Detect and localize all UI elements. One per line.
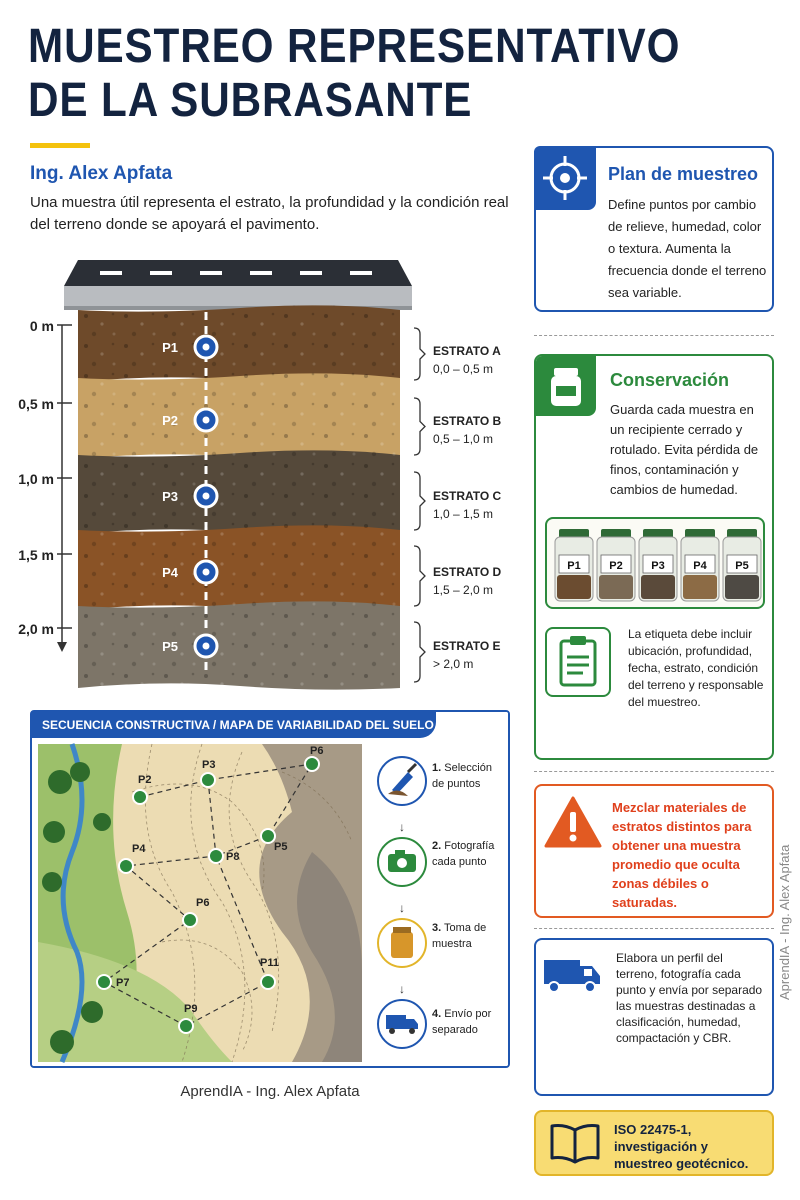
soil-profile-illustration	[0, 250, 530, 700]
sampling-point-label: P5	[162, 639, 178, 654]
sampling-point-label: P4	[162, 565, 178, 580]
svg-text:↓: ↓	[399, 901, 405, 915]
jar-label: P1	[567, 560, 581, 572]
map-point-label: P4	[132, 843, 146, 855]
sampling-point-label: P2	[162, 413, 178, 428]
jar-label: P3	[651, 560, 665, 572]
depth-label-2: 1,0 m	[18, 471, 54, 487]
map-point-label: P7	[116, 977, 130, 989]
stratum-bracket	[414, 328, 425, 380]
conservation-title: Conservación	[610, 370, 730, 390]
depth-label-0: 0 m	[29, 318, 54, 334]
page-title	[28, 20, 681, 128]
title-line-1: MUESTREO REPRESENTATIVO	[28, 20, 681, 73]
stratum-label-c: ESTRATO C 1,0 – 1,5 m	[433, 489, 502, 521]
warning-text: Mezclar materiales de estratos distintos para obtener una muestra promedio que oculta zonas débiles o saturadas.	[612, 800, 752, 910]
plan-body: Define puntos por cambio de relieve, humedad, color o textura. Aumenta la frecuencia donde el terreno sea variable.	[608, 197, 767, 300]
jar-label: P5	[735, 560, 749, 572]
map-point-label: P9	[184, 1003, 198, 1015]
jar-icon	[536, 356, 596, 416]
clipboard-icon	[545, 627, 611, 697]
profile-text: Elabora un perfil del terreno, fotografía cada punto y envía por separado las muestras destinadas a clasificación, humedad, compactación y CBR.	[616, 951, 763, 1045]
sampling-point-label: P1	[162, 340, 178, 355]
step-2-label: 2. Fotografía cada punto	[432, 840, 495, 868]
truck-icon	[542, 956, 604, 996]
stratum-label-d: ESTRATO D 1,5 – 2,0 m	[433, 565, 502, 597]
map-sample-point	[119, 859, 133, 873]
map-sample-point	[201, 773, 215, 787]
map-sample-point	[183, 913, 197, 927]
map-sample-point	[209, 849, 223, 863]
depth-label-4: 2,0 m	[18, 621, 54, 637]
map-point-label: P8	[226, 851, 240, 863]
map-sample-point	[261, 975, 275, 989]
step-3-label: 3. Toma de muestra	[432, 922, 487, 950]
stratum-bracket	[414, 622, 425, 682]
side-credit: AprendIA - Ing. Alex Apfata	[777, 844, 792, 1000]
map-point-label: P3	[202, 759, 216, 771]
iso-text: ISO 22475-1, investigación y muestreo geotécnico.	[614, 1122, 749, 1171]
target-icon	[534, 146, 596, 210]
stratum-bracket	[414, 398, 425, 455]
map-point-label: P6	[310, 745, 324, 757]
divider	[534, 771, 774, 772]
svg-text:↓: ↓	[399, 820, 405, 834]
map-sample-point	[261, 829, 275, 843]
stratum-bracket	[414, 546, 425, 606]
conservation-body: Guarda cada muestra en un recipiente cerrado y rotulado. Evita pérdida de finos, contaminación y cambios de humedad.	[610, 402, 759, 497]
divider	[534, 928, 774, 929]
map-point-label: P6	[196, 897, 210, 909]
map-point-label: P5	[274, 841, 288, 853]
warning-icon	[544, 796, 602, 850]
title-accent-bar	[30, 143, 90, 148]
step-1-label: 1. Selección de puntos	[432, 762, 492, 790]
footer-credit: AprendIA - Ing. Alex Apfata	[180, 1083, 360, 1100]
book-icon	[548, 1122, 602, 1164]
divider	[534, 335, 774, 336]
jar-label: P4	[693, 560, 707, 572]
stratum-bracket	[414, 472, 425, 530]
title-line-2: DE LA SUBRASANTE	[28, 74, 473, 127]
map-sample-point	[133, 790, 147, 804]
plan-title: Plan de muestreo	[608, 164, 759, 184]
map-point-label: P11	[260, 957, 279, 969]
map-sample-point	[179, 1019, 193, 1033]
label-requirements-text: La etiqueta debe incluir ubicación, profundidad, fecha, estrato, condición del terreno y responsable del muestreo.	[628, 627, 764, 709]
sampling-point-label: P3	[162, 489, 178, 504]
svg-text:↓: ↓	[399, 982, 405, 996]
stratum-label-b: ESTRATO B 0,5 – 1,0 m	[433, 414, 502, 446]
map-sample-point	[305, 757, 319, 771]
step-4-label: 4. Envío por separado	[432, 1008, 492, 1036]
map-panel-header: SECUENCIA CONSTRUCTIVA / MAPA DE VARIABILIDAD DEL SUELO	[32, 712, 436, 738]
stratum-label-a: ESTRATO A 0,0 – 0,5 m	[433, 344, 501, 376]
jar-label: P2	[609, 560, 623, 572]
map-point-label: P2	[138, 774, 152, 786]
map-sample-point	[97, 975, 111, 989]
depth-label-3: 1,5 m	[18, 547, 54, 563]
sample-jars-box	[545, 517, 765, 609]
author-name: Ing. Alex Apfata	[30, 163, 173, 184]
depth-label-1: 0,5 m	[18, 396, 54, 412]
intro-text: Una muestra útil representa el estrato, la profundidad y la condición real del terreno donde se apoyará el pavimento.	[30, 194, 509, 233]
stratum-label-e: ESTRATO E > 2,0 m	[433, 639, 501, 671]
